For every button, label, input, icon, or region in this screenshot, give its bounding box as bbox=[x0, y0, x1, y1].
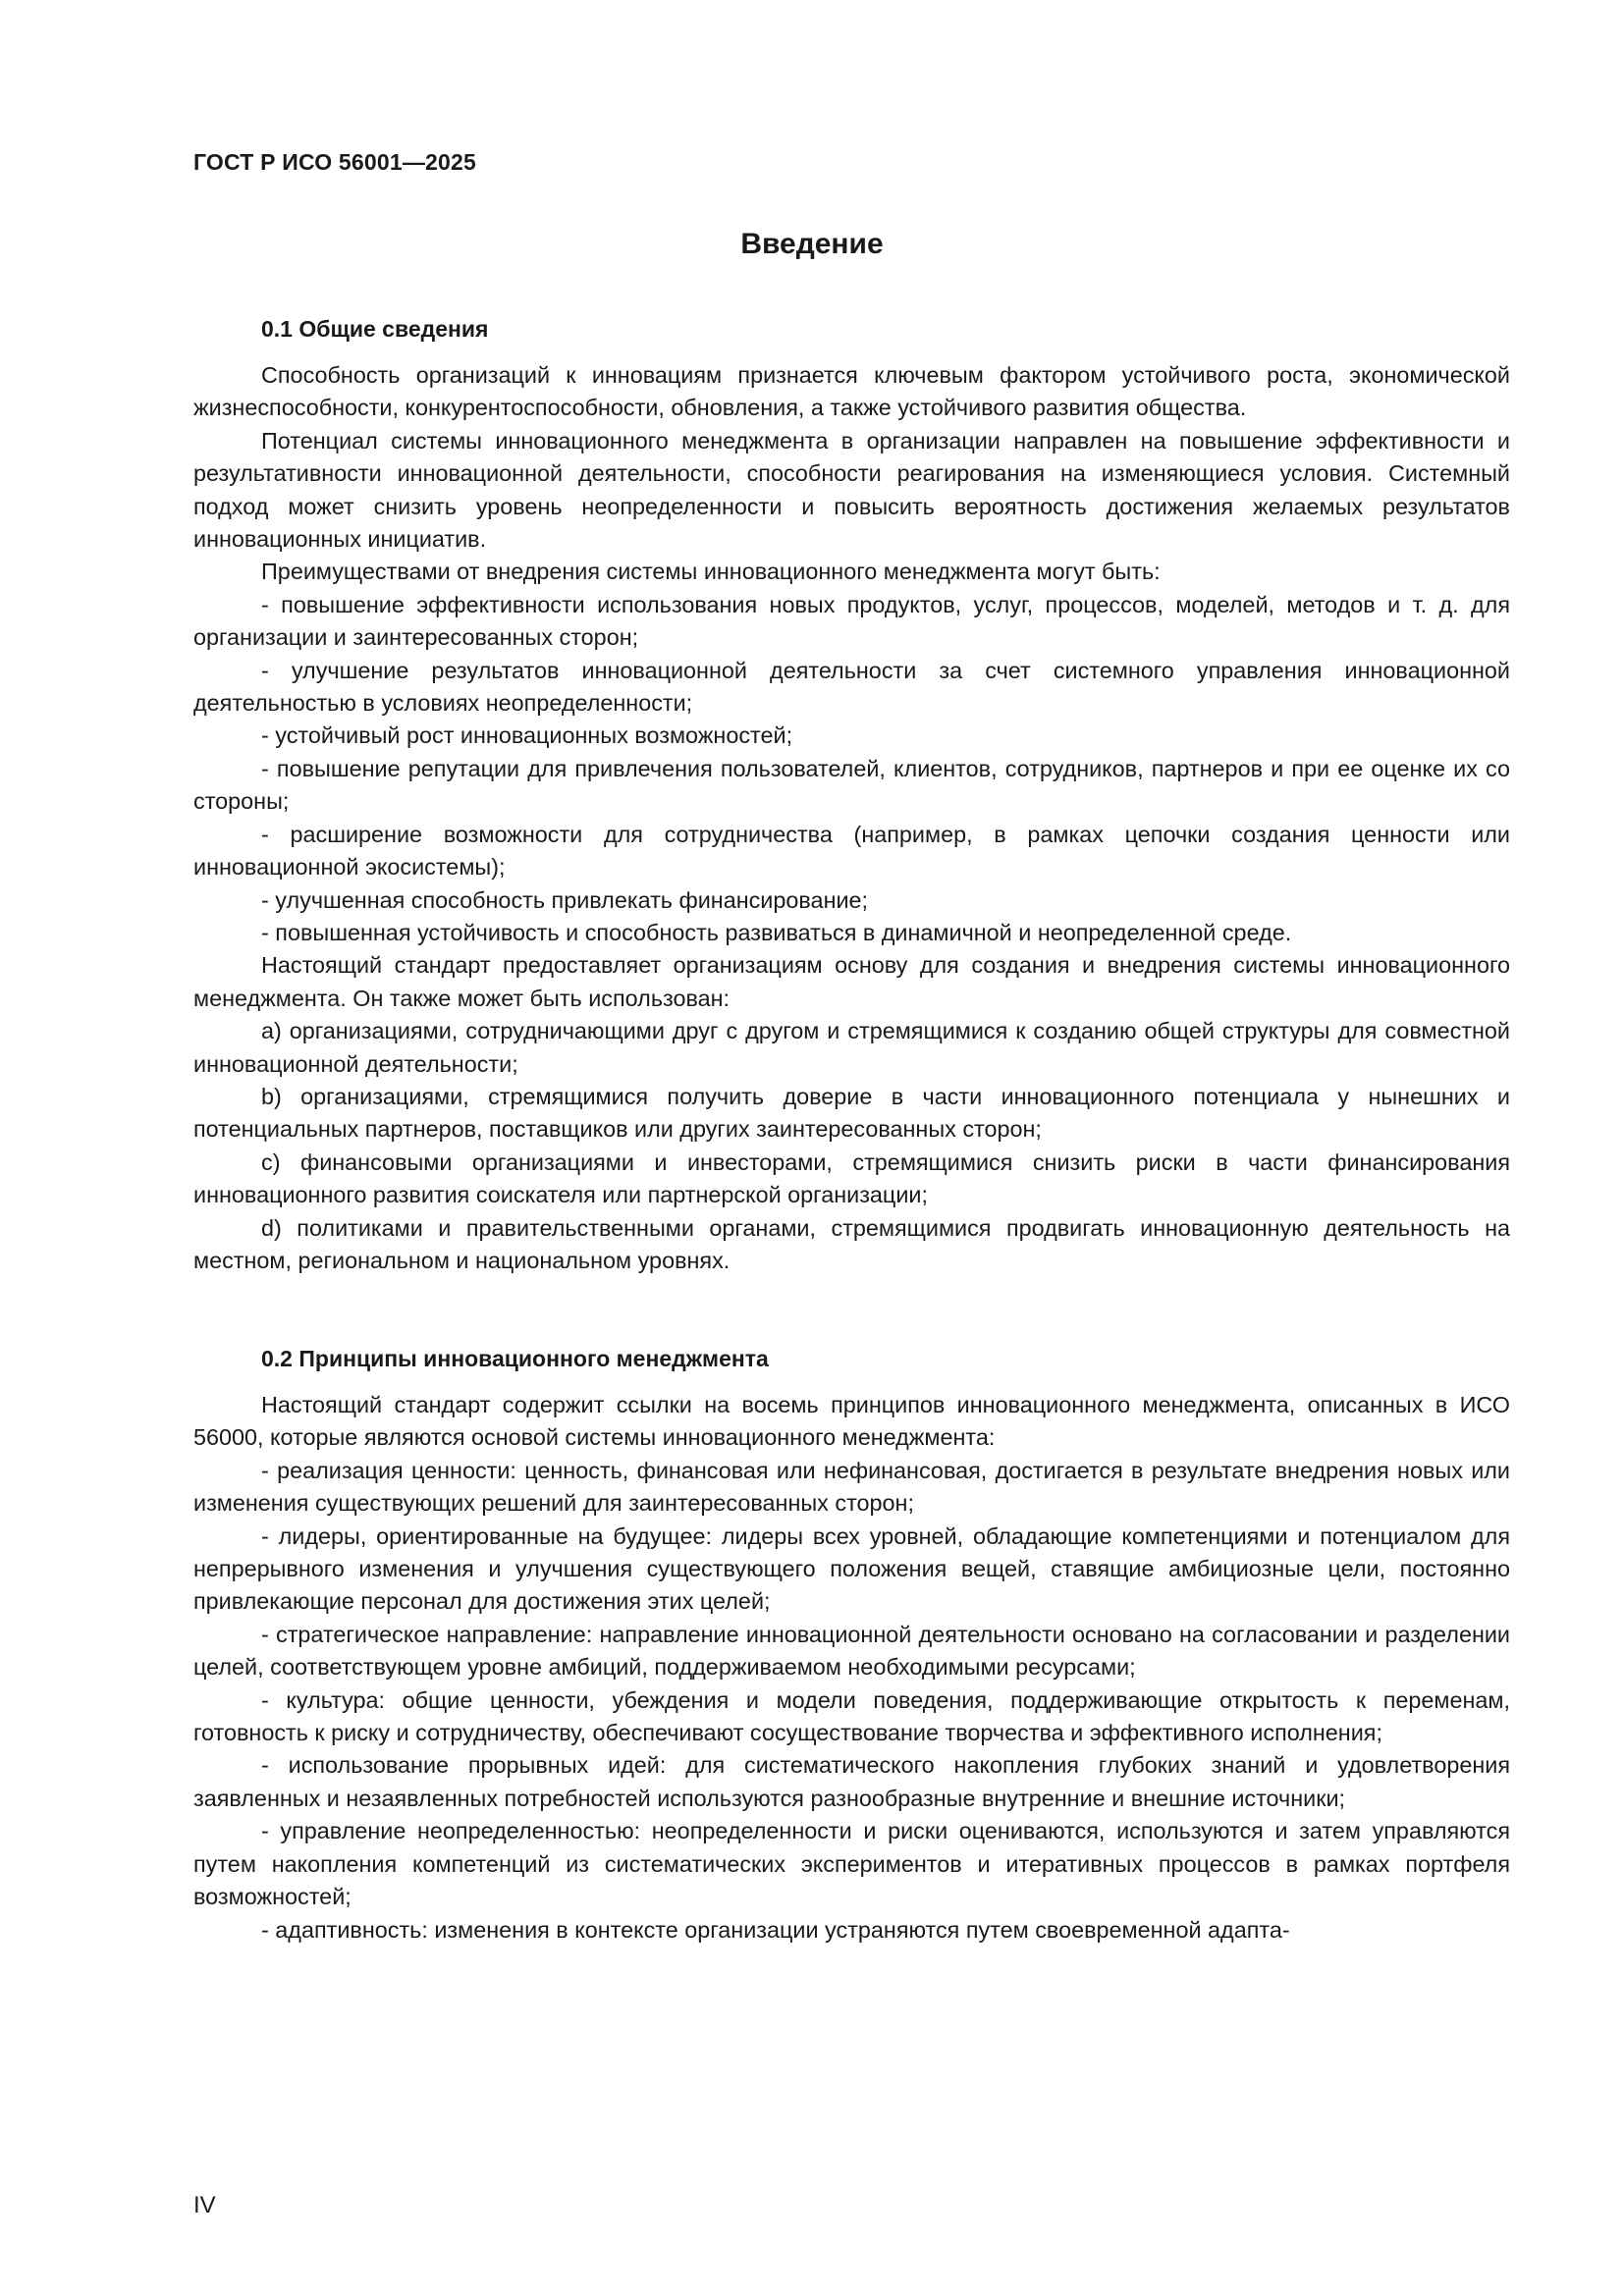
list-item: - использование прорывных идей: для систематического накопления глубоких знаний и удовлетворения заявленных и незаявленных потребностей используются разнообразные внутренние и внешние источники; bbox=[193, 1752, 1510, 1811]
list-item: - адаптивность: изменения в контексте организации устраняются путем своевременной адапта- bbox=[261, 1916, 1290, 1943]
list-item: - лидеры, ориентированные на будущее: лидеры всех уровней, обладающие компетенциями и потенциалом для непрерывного изменения и улучшения существующего положения вещей, ставящие амбициозные цели, постоянно привлекающие персонал для достижения этих целей; bbox=[193, 1522, 1510, 1615]
list-item: - улучшение результатов инновационной деятельности за счет системного управления инновационной деятельностью в условиях неопределенности; bbox=[193, 657, 1510, 717]
section-general-info bbox=[193, 312, 1510, 1277]
paragraph: Способность организаций к инновациям признается ключевым фактором устойчивого роста, экономической жизнеспособности, конкурентоспособности, обновления, а также устойчивого развития общества. bbox=[193, 362, 1510, 421]
list-item: - устойчивый рост инновационных возможностей; bbox=[261, 722, 793, 749]
list-item: - реализация ценности: ценность, финансовая или нефинансовая, достигается в результате внедрения новых или изменения существующих решений для заинтересованных сторон; bbox=[193, 1457, 1510, 1517]
list-item: - повышение эффективности использования новых продуктов, услуг, процессов, моделей, методов и т. д. для организации и заинтересованных сторон; bbox=[193, 591, 1510, 651]
list-item: a) организациями, сотрудничающими друг с другом и стремящимися к созданию общей структуры для совместной инновационной деятельности; bbox=[193, 1018, 1510, 1077]
paragraph: Настоящий стандарт содержит ссылки на восемь принципов инновационного менеджмента, описанных в ИСО 56000, которые являются основой системы инновационного менеджмента: bbox=[193, 1392, 1510, 1451]
list-item: c) финансовыми организациями и инвесторами, стремящимися снизить риски в части финансирования инновационного развития соискателя или партнерской организации; bbox=[193, 1148, 1510, 1208]
list-item: - повышение репутации для привлечения пользователей, клиентов, сотрудников, партнеров и при ее оценке их со стороны; bbox=[193, 755, 1510, 815]
list-item: - культура: общие ценности, убеждения и модели поведения, поддерживающие открытость к переменам, готовность к риску и сотрудничеству, обеспечивают сосуществование творчества и эффективного исполнения; bbox=[193, 1686, 1510, 1746]
section-principles bbox=[193, 1342, 1510, 1947]
section-heading: 0.1 Общие сведения bbox=[261, 316, 489, 342]
list-item: d) политиками и правительственными органами, стремящимися продвигать инновационную деятельность на местном, региональном и национальном уровнях. bbox=[193, 1214, 1510, 1273]
list-item: - стратегическое направление: направление инновационной деятельности основано на согласовании и разделении целей, соответствующем уровне амбиций, поддерживаемом необходимыми ресурсами; bbox=[193, 1621, 1510, 1681]
document-id: ГОСТ Р ИСО 56001—2025 bbox=[193, 149, 477, 175]
list-item: - повышенная устойчивость и способность развиваться в динамичной и неопределенной среде. bbox=[261, 919, 1292, 945]
paragraph: Преимуществами от внедрения системы инновационного менеджмента могут быть: bbox=[261, 559, 1161, 585]
list-item: - улучшенная способность привлекать финансирование; bbox=[261, 886, 869, 913]
section-heading: 0.2 Принципы инновационного менеджмента bbox=[261, 1346, 769, 1371]
page-title: Введение bbox=[740, 228, 884, 260]
list-item: - управление неопределенностью: неопределенности и риски оцениваются, используются и затем управляются путем накопления компетенций из систематических экспериментов и итеративных процессов в рамках портфеля возможностей; bbox=[193, 1818, 1510, 1910]
paragraph: Потенциал системы инновационного менеджмента в организации направлен на повышение эффективности и результативности инновационной деятельности, способности реагирования на изменяющиеся условия. Системный подход может снизить уровень неопределенности и повысить вероятность достижения желаемых результатов инновационных инициатив. bbox=[193, 427, 1510, 553]
paragraph: Настоящий стандарт предоставляет организациям основу для создания и внедрения системы инновационного менеджмента. Он также может быть использован: bbox=[193, 952, 1510, 1011]
page-number: IV bbox=[193, 2192, 216, 2218]
list-item: b) организациями, стремящимися получить доверие в части инновационного потенциала у нынешних и потенциальных партнеров, поставщиков или других заинтересованных сторон; bbox=[193, 1083, 1510, 1143]
list-item: - расширение возможности для сотрудничества (например, в рамках цепочки создания ценности или инновационной экосистемы); bbox=[193, 821, 1510, 881]
